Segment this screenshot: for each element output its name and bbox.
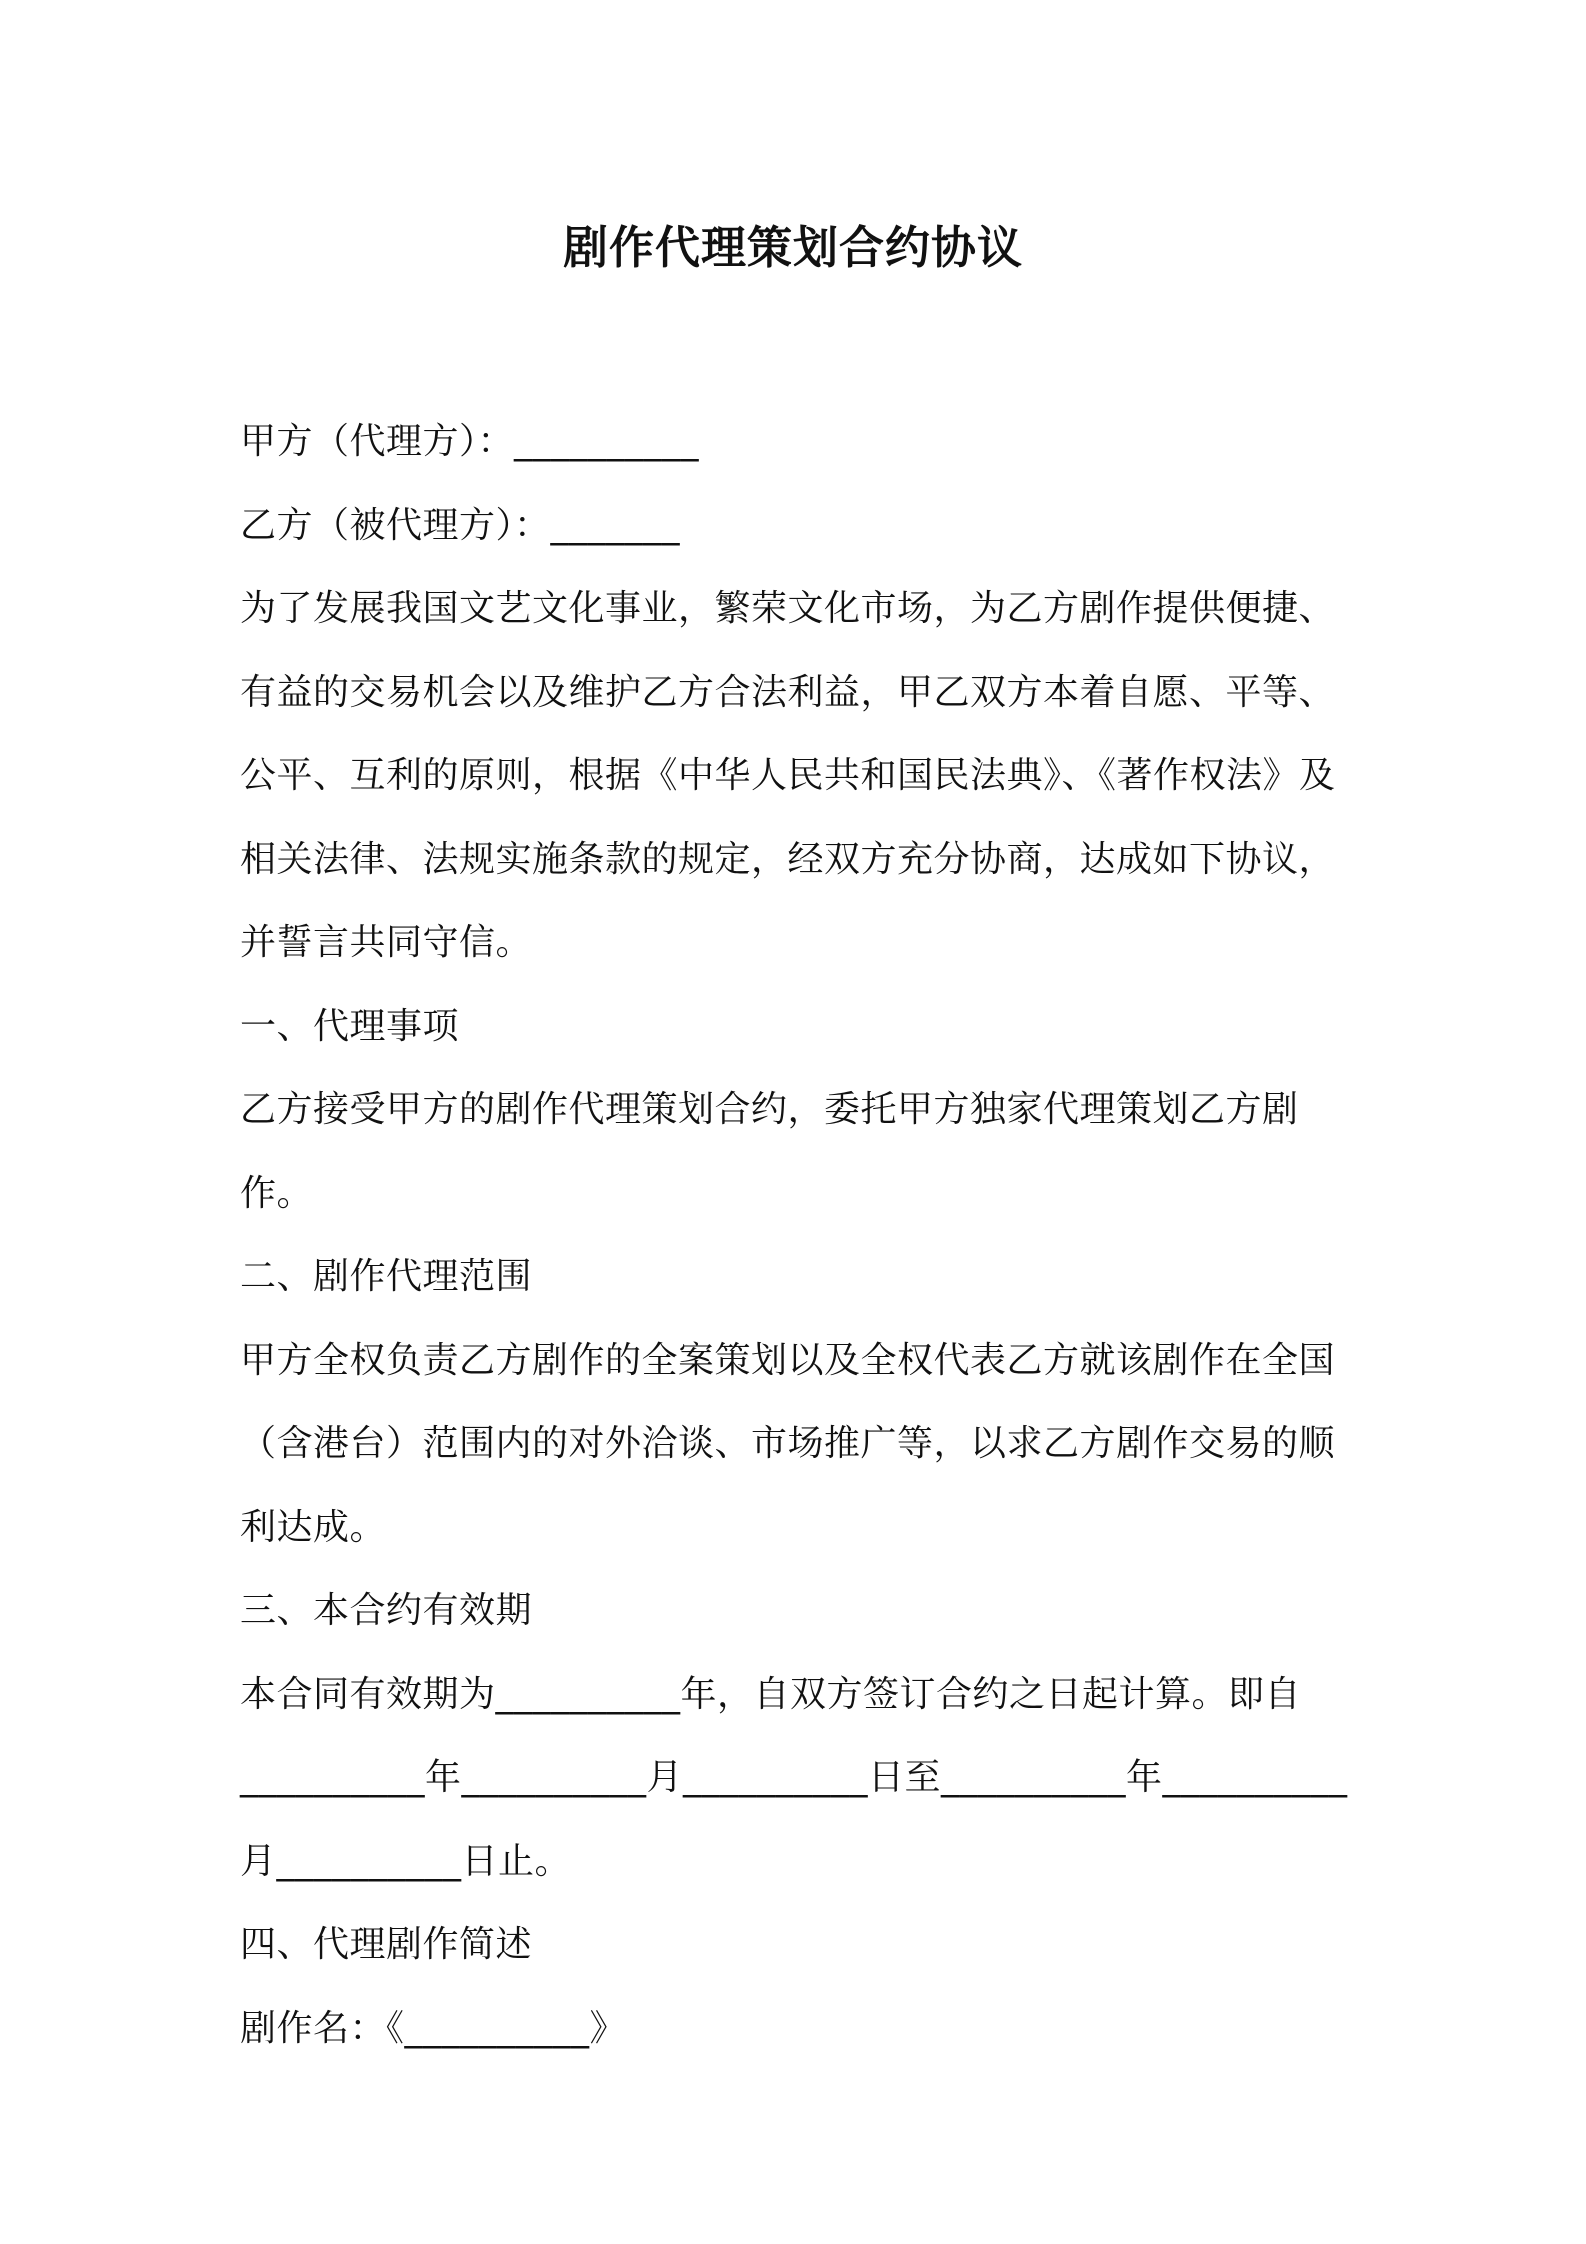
section-heading-3: 三、本合约有效期 [240, 1590, 533, 1631]
party-a-line: 甲方（代理方）：__________ [240, 421, 700, 462]
section-heading-4: 四、代理剧作简述 [240, 1924, 533, 1965]
section-text-2: 甲方全权负责乙方剧作的全案策划以及全权代表乙方就该剧作在全国（含港台）范围内的对外洽谈、市场推广等，以求乙方剧作交易的顺利达成。 [240, 1339, 1336, 1548]
section-text-1: 乙方接受甲方的剧作代理策划合约，委托甲方独家代理策划乙方剧作。 [240, 1089, 1299, 1214]
section-heading-1: 一、代理事项 [240, 1005, 460, 1047]
document-body [240, 400, 1360, 2070]
section-text-4: 剧作名：《__________》 [240, 2007, 627, 2049]
preamble-paragraph: 为了发展我国文艺文化事业，繁荣文化市场，为乙方剧作提供便捷、有益的交易机会以及维护乙方合法利益，甲乙双方本着自愿、平等、公平、互利的原则，根据《中华人民共和国民法典》、《著作权法》及相关法律、法规实施条款的规定，经双方充分协商，达成如下协议，并誓言共同守信。 [240, 588, 1336, 963]
party-b-line: 乙方（被代理方）：_______ [240, 504, 681, 546]
document-title: 剧作代理策划合约协议 [562, 221, 1023, 274]
section-text-3: 本合同有效期为__________年，自双方签订合约之日起计算。即自__________年__________月__________日至__________年__________月__________日止。 [240, 1673, 1348, 1882]
section-heading-2: 二、剧作代理范围 [240, 1256, 533, 1297]
